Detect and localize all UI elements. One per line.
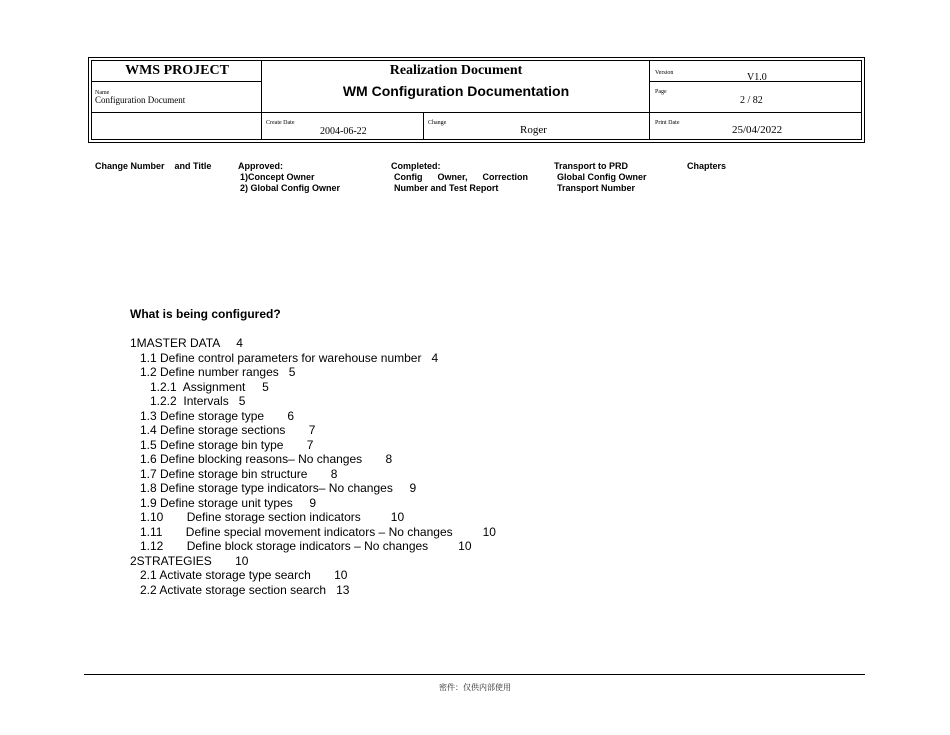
section-title: What is being configured? <box>130 307 281 321</box>
completed-test-report: Number and Test Report <box>394 183 499 193</box>
project-name: WMS PROJECT <box>125 63 229 78</box>
toc-entry[interactable]: 1.9 Define storage unit types 9 <box>130 495 317 510</box>
toc-entry[interactable]: 1.10 Define storage section indicators 10 <box>130 510 405 524</box>
toc-entry[interactable]: 1.2.2 Intervals 5 <box>130 394 246 408</box>
toc-entry[interactable]: 1MASTER DATA 4 <box>130 336 243 350</box>
change-number-header <box>95 161 211 172</box>
name-value: Configuration Document <box>95 95 186 105</box>
change-number-label: Change Number <box>95 161 165 171</box>
approved-global-config-owner: 2) Global Config Owner <box>240 183 341 193</box>
name-label: Name <box>95 90 110 96</box>
completed-config-owner: Config Owner, Correction <box>394 172 529 182</box>
toc-entry[interactable]: 1.2 Define number ranges 5 <box>130 365 296 379</box>
header-divider <box>423 112 424 139</box>
document-type: Realization Document <box>389 63 523 78</box>
create-date-label: Create Date <box>266 120 295 126</box>
transport-header <box>554 161 647 194</box>
footer-rule <box>84 674 865 675</box>
toc-entry[interactable]: 2STRATEGIES 10 <box>130 553 249 568</box>
approved-concept-owner: 1)Concept Owner <box>240 172 315 182</box>
print-date-label: Print Date <box>655 120 680 126</box>
toc-entry[interactable]: 1.4 Define storage sections 7 <box>130 423 316 437</box>
chapters-header: Chapters <box>687 161 727 171</box>
transport-label: Transport to PRD <box>554 161 629 171</box>
create-date-value: 2004-06-22 <box>320 126 367 137</box>
toc-entry[interactable]: 1.12 Define block storage indicators – No changes 10 <box>130 539 472 553</box>
change-label: Change <box>428 120 447 126</box>
approved-header <box>238 161 340 194</box>
toc-entry[interactable]: 2.2 Activate storage section search 13 <box>130 582 350 597</box>
header-divider <box>92 112 861 113</box>
table-of-contents <box>130 336 496 597</box>
transport-number: Transport Number <box>557 183 636 193</box>
version-value: V1.0 <box>747 72 767 83</box>
page-value: 2 / 82 <box>740 95 763 106</box>
toc-entry[interactable]: 1.2.1 Assignment 5 <box>130 379 269 394</box>
toc-entry[interactable]: 1.7 Define storage bin structure 8 <box>130 466 338 481</box>
toc-entry[interactable]: 1.8 Define storage type indicators– No changes 9 <box>130 481 417 495</box>
header-inner-frame <box>91 60 862 140</box>
and-title-label: and Title <box>174 161 212 171</box>
toc-entry[interactable]: 2.1 Activate storage type search 10 <box>130 568 348 582</box>
approved-label: Approved: <box>238 161 283 171</box>
toc-entry[interactable]: 1.3 Define storage type 6 <box>130 408 295 423</box>
toc-entry[interactable]: 1.6 Define blocking reasons– No changes 8 <box>130 452 393 466</box>
header-divider <box>92 81 261 82</box>
document-title: WM Configuration Documentation <box>342 83 570 99</box>
completed-header <box>391 161 528 194</box>
footer-confidential: 密件：仅供内部使用 <box>439 683 511 692</box>
transport-global-config-owner: Global Config Owner <box>557 172 647 182</box>
toc-entry[interactable]: 1.5 Define storage bin type 7 <box>130 437 314 452</box>
change-value: Roger <box>520 124 547 136</box>
version-label: Version <box>655 70 674 76</box>
page-label: Page <box>655 89 667 95</box>
document-header-table <box>88 57 865 143</box>
toc-entry[interactable]: 1.11 Define special movement indicators – No changes 10 <box>130 524 496 539</box>
toc-entry[interactable]: 1.1 Define control parameters for warehouse number 4 <box>130 350 439 365</box>
print-date-value: 25/04/2022 <box>732 124 783 136</box>
completed-label: Completed: <box>391 161 441 171</box>
